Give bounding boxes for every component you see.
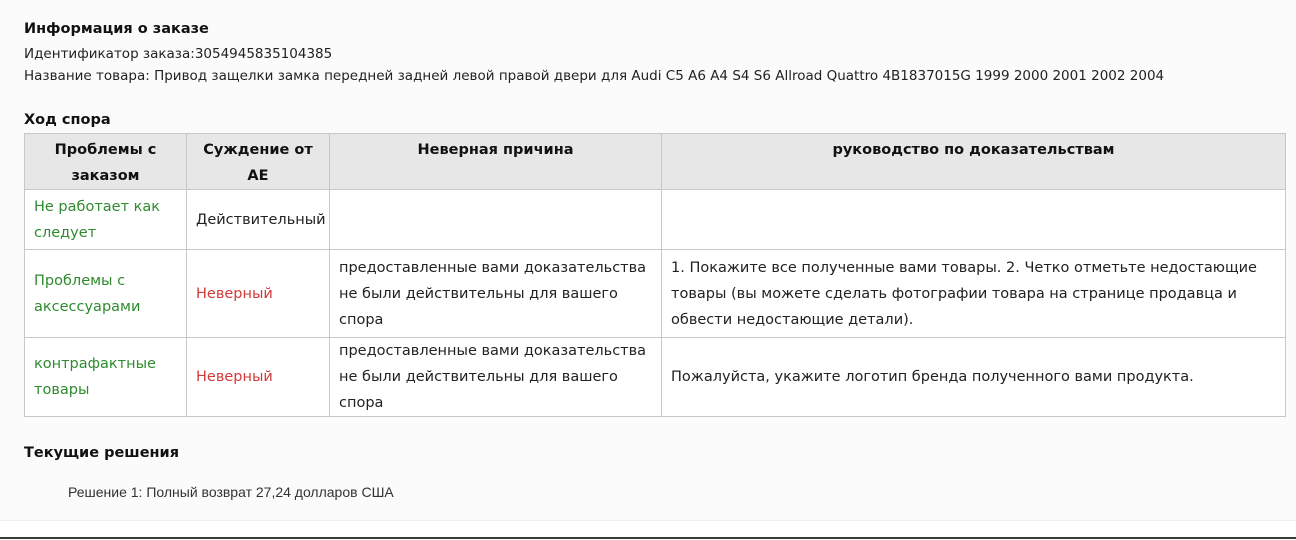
product-label: Название товара: (24, 68, 155, 84)
dispute-table (24, 133, 1286, 417)
solution-item: Решение 1: Полный возврат 27,24 долларов США (68, 484, 394, 500)
order-id-value: 3054945835104385 (194, 46, 333, 62)
order-info-title: Информация о заказе (24, 21, 209, 37)
current-solutions-title: Текущие решения (24, 445, 180, 461)
verdict-cell: Неверный (187, 250, 330, 338)
problem-cell: Проблемы с аксессуарами (25, 250, 187, 338)
column-header-problems: Проблемы с заказом (25, 134, 187, 190)
table-row (25, 338, 1286, 417)
reason-cell: предоставленные вами доказательства не были действительны для вашего спора (330, 250, 662, 338)
reason-cell: предоставленные вами доказательства не были действительны для вашего спора (330, 338, 662, 417)
order-id-label: Идентификатор заказа: (24, 46, 195, 62)
problem-cell: контрафактные товары (25, 338, 187, 417)
column-header-evidence-guidance: руководство по доказательствам (662, 134, 1286, 190)
column-header-invalid-reason: Неверная причина (330, 134, 662, 190)
reason-cell (330, 190, 662, 250)
verdict-cell: Неверный (187, 338, 330, 417)
guidance-cell: Пожалуйста, укажите логотип бренда полученного вами продукта. (662, 338, 1286, 417)
product-name-line (24, 68, 1164, 84)
verdict-cell: Действительный (187, 190, 330, 250)
problem-cell: Не работает как следует (25, 190, 187, 250)
guidance-cell (662, 190, 1286, 250)
table-row (25, 250, 1286, 338)
table-row (25, 190, 1286, 250)
dispute-table-header-row (25, 134, 1286, 190)
column-header-ae-judgement: Суждение от AE (187, 134, 330, 190)
order-id-line (24, 46, 332, 62)
product-name-value: Привод защелки замка передней задней левой правой двери для Audi C5 A6 A4 S4 S6 Allroad Quattro 4B1837015G 1999 2000 2001 2002 2004 (154, 68, 1165, 84)
guidance-cell: 1. Покажите все полученные вами товары. 2. Четко отметьте недостающие товары (вы можете сделать фотографии товара на странице продавца и обвести недостающие детали). (662, 250, 1286, 338)
dispute-progress-title: Ход спора (24, 112, 111, 128)
